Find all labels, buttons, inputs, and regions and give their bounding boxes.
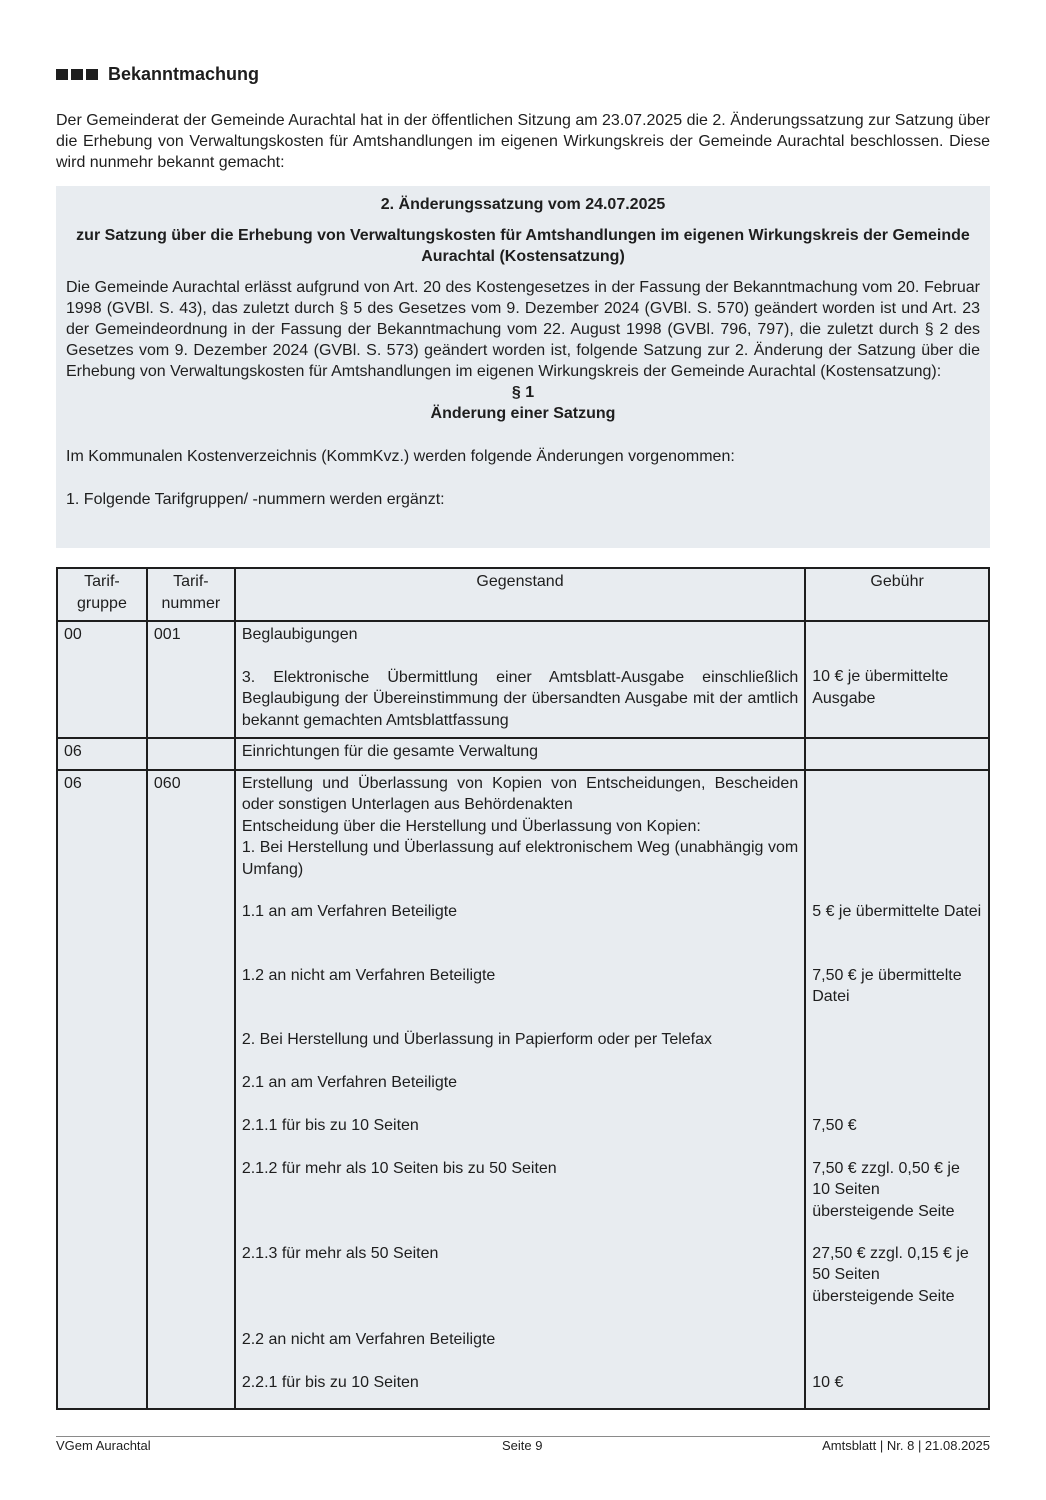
footer-publisher: VGem Aurachtal [56,1438,151,1453]
statute-preamble: Die Gemeinde Aurachtal erlässt aufgrund von Art. 20 des Kostengesetzes in der Fassung der Bekanntmachung vom 20. Februar 1998 (GVBl. S. 43), das zuletzt durch § 5 des Gesetzes vom 9. Dezember 2024 (GVBl. S. 570) geändert worden ist und Art. 23 der Gemeindeordnung in der Fassung der Bekanntmachung vom 22. August 1998 (GVBl. 796, 797), die zuletzt durch § 2 des Gesetzes vom 9. Dezember 2024 (GVBl. S. 573) geändert worden ist, folgende Satzung zur 2. Änderung der Satzung über die Erhebung von Verwaltungskosten für Amtshandlungen im eigenen Wirkungskreis der Gemeinde Aurachtal (Kostensatzung): [66,279,980,380]
footer-page-number: Seite 9 [502,1438,543,1453]
paragraph-tarifgruppen: 1. Folgende Tarifgruppen/ -nummern werden ergänzt: [66,491,445,508]
heading-title: Bekanntmachung [108,64,260,84]
header-tarifnummer: Tarif- nummer [147,568,235,621]
header-gebuehr: Gebühr [805,568,989,621]
item-label: 2.1.3 für mehr als 50 Seiten [241,1245,439,1262]
cell-gebuehr [805,738,989,770]
cell-nummer: 060 [147,770,235,1410]
cell-gebuehr: 10 € je übermittelte Ausgabe [805,621,989,738]
table-header-row [57,568,989,621]
item-label: 2.1.2 für mehr als 10 Seiten bis zu 50 Seiten [241,1160,557,1177]
intro-paragraph: Der Gemeinderat der Gemeinde Aurachtal hat in der öffentlichen Sitzung am 23.07.2025 die 2. Änderungssatzung zur Satzung über die Erhebung von Verwaltungskosten für Amtshandlungen im eigenen Wirkungskreis der Gemeinde Aurachtal beschlossen. Diese wird nunmehr bekannt gemacht: [56,112,990,171]
table-row [57,738,989,770]
item-fee: 7,50 € je übermittelte Datei [812,966,962,1005]
footer-divider [56,1436,990,1437]
item-label: 2.2 an nicht am Verfahren Beteiligte [241,1331,496,1348]
header-tarifgruppe: Tarif- gruppe [57,568,147,621]
table-row [57,770,989,1410]
cell-gegenstand: Einrichtungen für die gesamte Verwaltung [235,738,805,770]
item-fee: 10 € [812,1373,844,1391]
item-label: 2.1.1 für bis zu 10 Seiten [241,1117,419,1134]
tariff-table [56,567,990,1410]
section-title: Änderung einer Satzung [430,405,616,422]
three-squares-icon [56,69,98,80]
item-fee: 5 € je übermittelte Datei [812,902,982,920]
section-heading [56,64,259,85]
cell-gebuehr [805,770,989,1410]
cell-gegenstand: Beglaubigungen 3. Elektronische Übermittlung einer Amtsblatt-Ausgabe einschließlich Beglaubigung der Übereinstimmung der übersandten Ausgabe mit der amtlich bekannt gemachten Amtsblattfassung [235,621,805,738]
page-footer [56,1438,990,1453]
statute-subtitle: zur Satzung über die Erhebung von Verwaltungskosten für Amtshandlungen im eigenen Wirkungskreis der Gemeinde Aurachtal (Kostensatzung) [76,227,970,265]
section-number: § 1 [511,384,535,401]
item-label: 2. Bei Herstellung und Überlassung in Papierform oder per Telefax [241,1031,713,1048]
cell-nummer [147,738,235,770]
cell-gruppe: 06 [57,770,147,1410]
cell-nummer: 001 [147,621,235,738]
cell-gegenstand: Erstellung und Überlassung von Kopien von Entscheidungen, Bescheiden oder sonstigen Unterlagen aus Behördenakten Entscheidung über die Herstellung und Überlassung von Kopien: 1. Bei Herstellung und Überlassung auf elektronischem Weg (unabhängig vom Umfang) 1.1 an am Verfahren Beteiligte 1.2 an nicht am Verfahren Beteiligte 2. Bei Herstellung und Überlassung in Papierform oder per Telefax 2.1 an am Verfahren Beteiligte 2.1.1 für bis zu 10 Seiten 2.1.2 für mehr als 10 Seiten bis zu 50 Seiten 2.1.3 für mehr als 50 Seiten 2.2 an nicht am Verfahren Beteiligte 2.2.1 für bis zu 10 Seiten [235,770,805,1410]
table-row [57,621,989,738]
statute-title: 2. Änderungssatzung vom 24.07.2025 [380,196,666,213]
cell-gruppe: 00 [57,621,147,738]
item-fee: 7,50 € zzgl. 0,50 € je 10 Seiten übersteigende Seite [812,1159,960,1220]
item-label: 2.2.1 für bis zu 10 Seiten [241,1374,419,1391]
item-label: 1.1 an am Verfahren Beteiligte [241,903,458,920]
item-fee: 27,50 € zzgl. 0,15 € je 50 Seiten übersteigende Seite [812,1244,969,1305]
footer-issue: Amtsblatt | Nr. 8 | 21.08.2025 [822,1438,990,1453]
item-fee: 7,50 € [812,1116,857,1134]
paragraph-kommkvz: Im Kommunalen Kostenverzeichnis (KommKvz.) werden folgende Änderungen vorgenommen: [66,448,735,465]
item-label: 1.2 an nicht am Verfahren Beteiligte [241,967,496,984]
statute-box [56,186,990,548]
header-gegenstand: Gegenstand [235,568,805,621]
cell-gruppe: 06 [57,738,147,770]
item-label: 2.1 an am Verfahren Beteiligte [241,1074,458,1091]
